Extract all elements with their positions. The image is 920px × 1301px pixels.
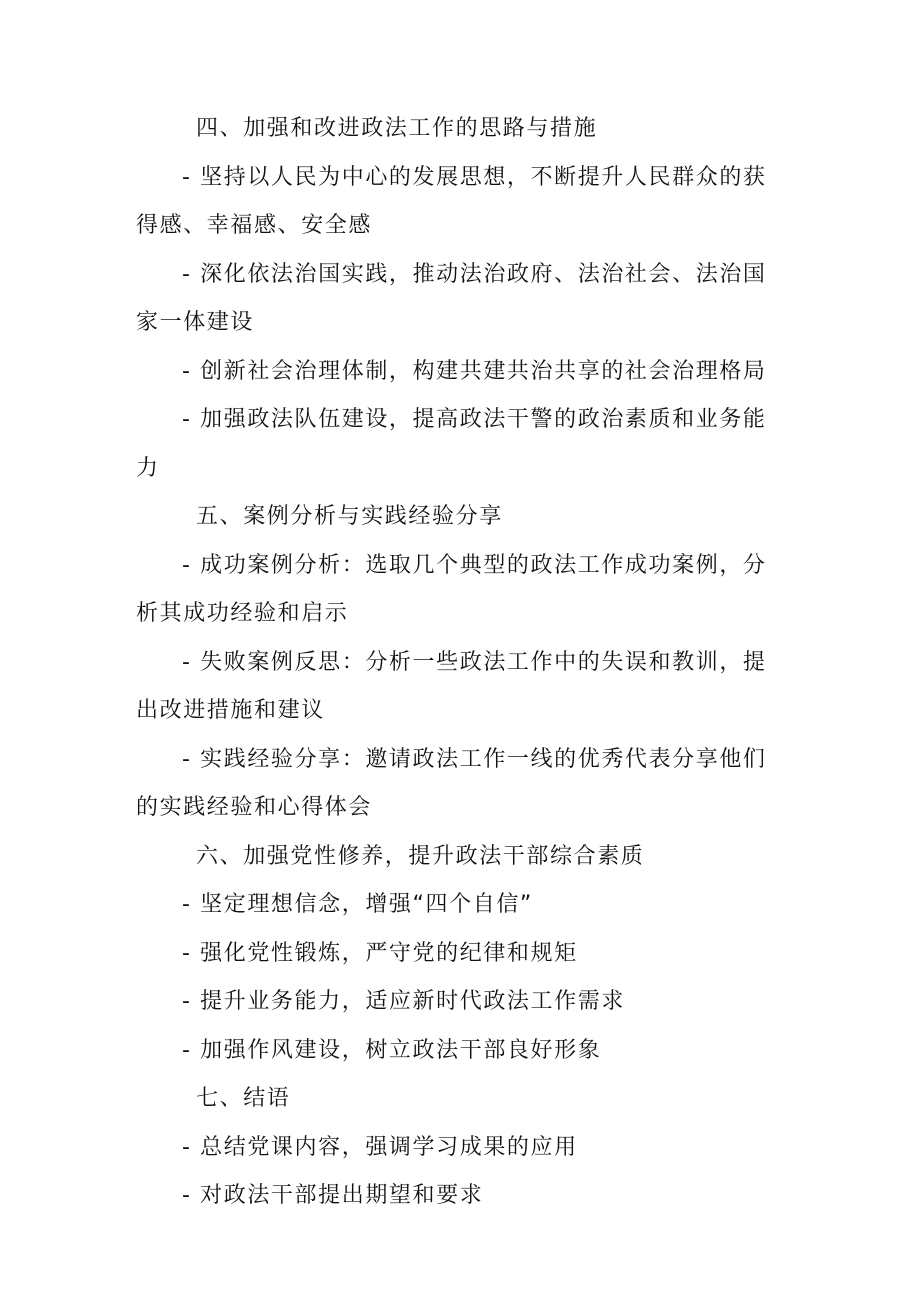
section-heading: 七、结语 [196,1086,291,1111]
list-item: - 坚定理想信念，增强“四个自信” [182,892,533,917]
list-item: - 坚持以人民为中心的发展思想，不断提升人民群众的获得感、幸福感、安全感 [136,164,767,238]
list-item: - 创新社会治理体制，构建共建共治共享的社会治理格局 [182,358,767,384]
list-item: - 加强作风建设，树立政法干部良好形象 [182,1037,602,1063]
section-heading: 五、案例分析与实践经验分享 [196,504,503,529]
section-7 [136,1075,786,1221]
list-item: - 强化党性锻炼，严守党的纪律和规矩 [182,940,578,966]
section-5 [136,493,786,833]
section-6 [136,833,786,1076]
list-item: - 对政法干部提出期望和要求 [182,1183,484,1208]
list-item: - 提升业务能力，适应新时代政法工作需求 [182,989,625,1014]
list-item: - 总结党课内容，强调学习成果的应用 [182,1134,578,1160]
list-item: - 加强政法队伍建设，提高政法干警的政治素质和业务能力 [136,407,767,481]
list-item: - 成功案例分析：选取几个典型的政法工作成功案例，分析其成功经验和启示 [136,552,767,626]
section-4 [136,105,786,493]
section-heading: 六、加强党性修养，提升政法干部综合素质 [196,843,645,869]
section-heading: 四、加强和改进政法工作的思路与措施 [196,116,598,141]
list-item: - 失败案例反思：分析一些政法工作中的失误和教训，提出改进措施和建议 [136,649,767,723]
list-item: - 实践经验分享：邀请政法工作一线的优秀代表分享他们的实践经验和心得体会 [136,746,767,820]
document-body [136,105,786,1221]
list-item: - 深化依法治国实践，推动法治政府、法治社会、法治国家一体建设 [136,261,767,335]
